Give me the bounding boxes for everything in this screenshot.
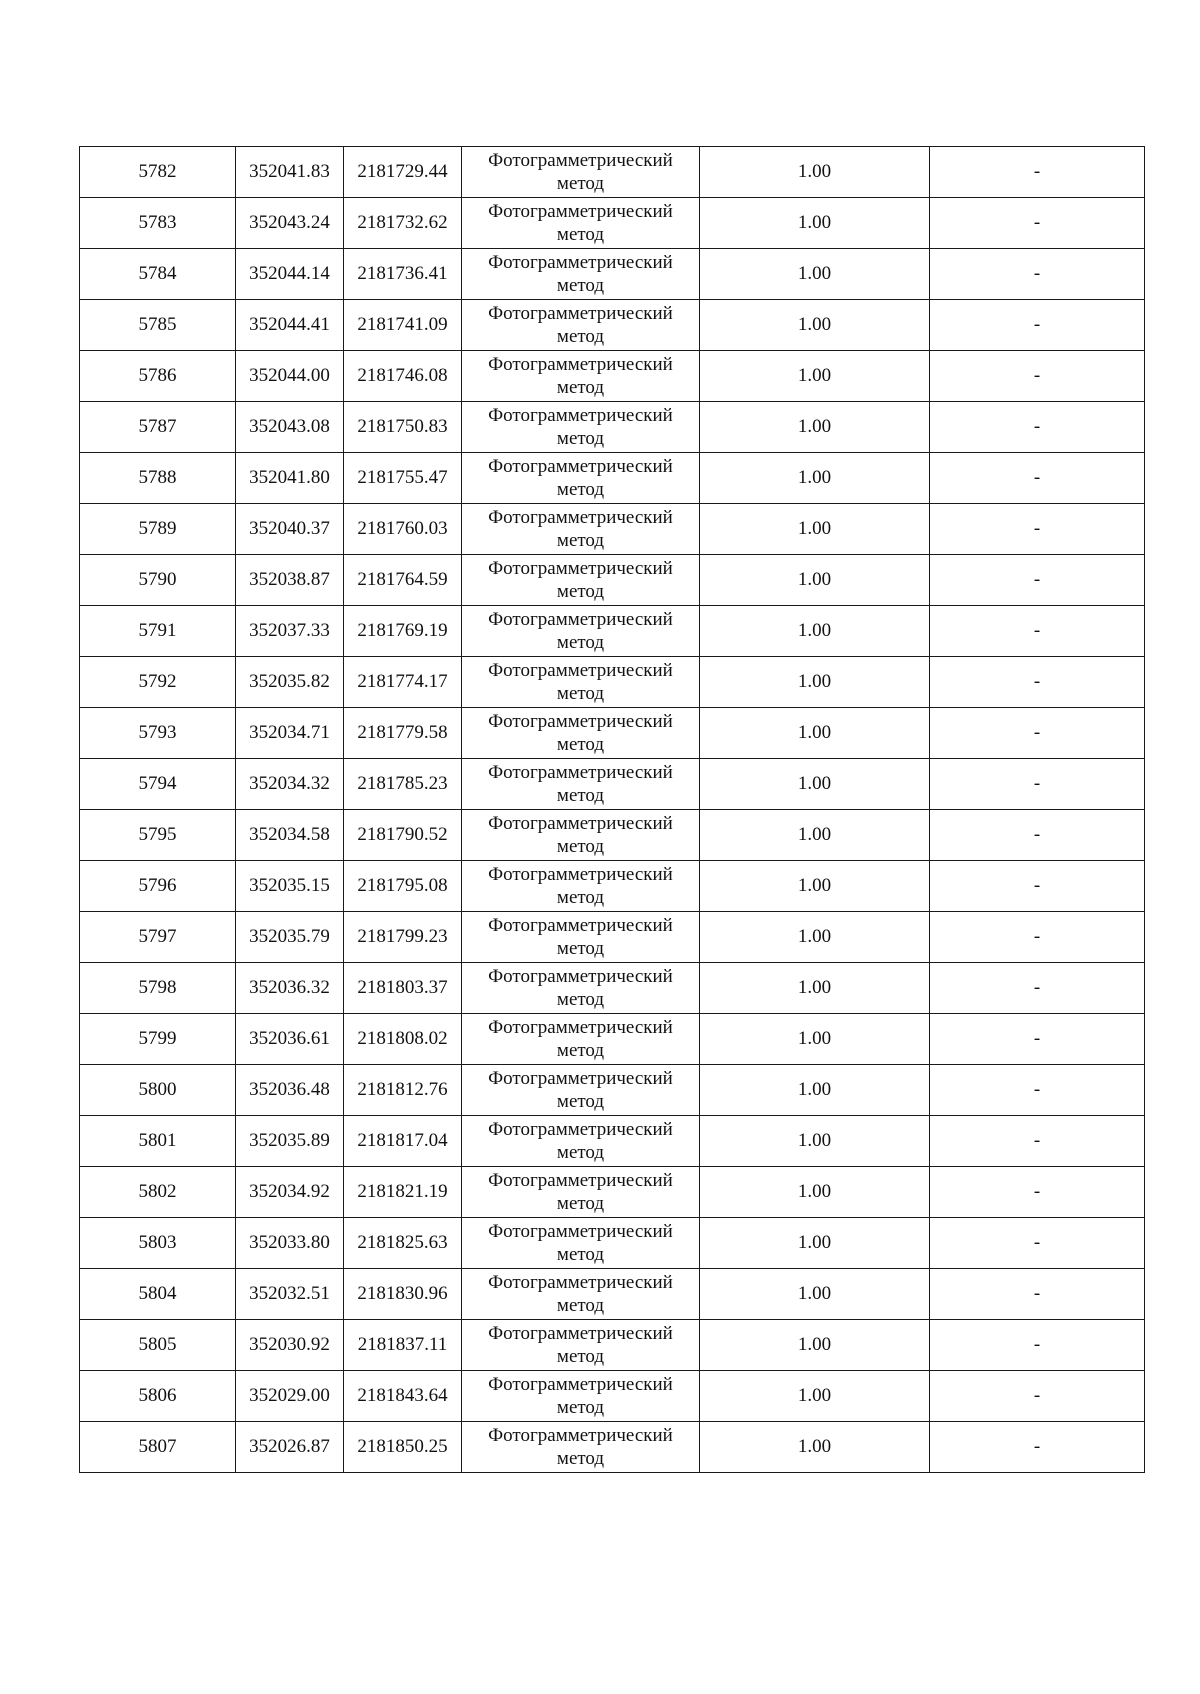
method-line-2: метод (556, 938, 605, 959)
table-row (80, 1269, 1145, 1320)
accuracy-cell: 1.00 (700, 759, 930, 810)
note-cell: - (930, 249, 1145, 300)
method-line-2: метод (556, 1244, 605, 1265)
x-coordinate-cell: 352038.87 (236, 555, 344, 606)
method-cell (462, 1167, 700, 1218)
method-cell (462, 1116, 700, 1167)
method-cell (462, 1422, 700, 1473)
method-line-1: Фотограмметрический (488, 915, 673, 936)
point-number-cell: 5791 (80, 606, 236, 657)
table-row (80, 249, 1145, 300)
note-cell: - (930, 861, 1145, 912)
coordinates-table (79, 146, 1145, 1473)
method-cell (462, 912, 700, 963)
method-line-1: Фотограмметрический (488, 711, 673, 732)
method-cell (462, 1269, 700, 1320)
accuracy-cell: 1.00 (700, 453, 930, 504)
note-cell: - (930, 657, 1145, 708)
method-cell (462, 198, 700, 249)
y-coordinate-cell: 2181790.52 (344, 810, 462, 861)
coordinates-table-body (80, 147, 1145, 1473)
y-coordinate-cell: 2181825.63 (344, 1218, 462, 1269)
note-cell: - (930, 1422, 1145, 1473)
method-line-1: Фотограмметрический (488, 1017, 673, 1038)
accuracy-cell: 1.00 (700, 1269, 930, 1320)
x-coordinate-cell: 352033.80 (236, 1218, 344, 1269)
y-coordinate-cell: 2181830.96 (344, 1269, 462, 1320)
y-coordinate-cell: 2181769.19 (344, 606, 462, 657)
method-line-2: метод (556, 785, 605, 806)
note-cell: - (930, 555, 1145, 606)
y-coordinate-cell: 2181821.19 (344, 1167, 462, 1218)
accuracy-cell: 1.00 (700, 555, 930, 606)
method-line-1: Фотограмметрический (488, 1170, 673, 1191)
method-cell (462, 147, 700, 198)
x-coordinate-cell: 352040.37 (236, 504, 344, 555)
table-row (80, 1167, 1145, 1218)
table-row (80, 708, 1145, 759)
note-cell: - (930, 963, 1145, 1014)
method-line-1: Фотограмметрический (488, 354, 673, 375)
table-row (80, 606, 1145, 657)
method-line-2: метод (556, 734, 605, 755)
x-coordinate-cell: 352035.79 (236, 912, 344, 963)
note-cell: - (930, 1065, 1145, 1116)
method-line-2: метод (556, 989, 605, 1010)
x-coordinate-cell: 352041.80 (236, 453, 344, 504)
y-coordinate-cell: 2181799.23 (344, 912, 462, 963)
table-row (80, 300, 1145, 351)
table-row (80, 402, 1145, 453)
method-line-1: Фотограмметрический (488, 405, 673, 426)
table-row (80, 1320, 1145, 1371)
accuracy-cell: 1.00 (700, 1065, 930, 1116)
point-number-cell: 5793 (80, 708, 236, 759)
point-number-cell: 5804 (80, 1269, 236, 1320)
y-coordinate-cell: 2181808.02 (344, 1014, 462, 1065)
method-cell (462, 963, 700, 1014)
x-coordinate-cell: 352034.92 (236, 1167, 344, 1218)
accuracy-cell: 1.00 (700, 657, 930, 708)
method-line-1: Фотограмметрический (488, 456, 673, 477)
point-number-cell: 5784 (80, 249, 236, 300)
x-coordinate-cell: 352034.32 (236, 759, 344, 810)
method-line-2: метод (556, 1295, 605, 1316)
method-cell (462, 249, 700, 300)
table-row (80, 810, 1145, 861)
note-cell: - (930, 1116, 1145, 1167)
accuracy-cell: 1.00 (700, 351, 930, 402)
table-row (80, 555, 1145, 606)
method-line-2: метод (556, 479, 605, 500)
y-coordinate-cell: 2181850.25 (344, 1422, 462, 1473)
note-cell: - (930, 351, 1145, 402)
x-coordinate-cell: 352041.83 (236, 147, 344, 198)
table-row (80, 963, 1145, 1014)
note-cell: - (930, 300, 1145, 351)
accuracy-cell: 1.00 (700, 1014, 930, 1065)
accuracy-cell: 1.00 (700, 1371, 930, 1422)
point-number-cell: 5788 (80, 453, 236, 504)
accuracy-cell: 1.00 (700, 147, 930, 198)
method-line-2: метод (556, 428, 605, 449)
point-number-cell: 5782 (80, 147, 236, 198)
method-line-1: Фотограмметрический (488, 303, 673, 324)
point-number-cell: 5799 (80, 1014, 236, 1065)
method-line-2: метод (556, 1448, 605, 1469)
table-row (80, 1116, 1145, 1167)
point-number-cell: 5798 (80, 963, 236, 1014)
accuracy-cell: 1.00 (700, 708, 930, 759)
y-coordinate-cell: 2181843.64 (344, 1371, 462, 1422)
accuracy-cell: 1.00 (700, 963, 930, 1014)
method-line-2: метод (556, 530, 605, 551)
table-row (80, 1218, 1145, 1269)
method-line-2: метод (556, 326, 605, 347)
method-line-1: Фотограмметрический (488, 813, 673, 834)
note-cell: - (930, 759, 1145, 810)
point-number-cell: 5785 (80, 300, 236, 351)
accuracy-cell: 1.00 (700, 810, 930, 861)
table-row (80, 1014, 1145, 1065)
table-row (80, 504, 1145, 555)
method-line-1: Фотограмметрический (488, 1323, 673, 1344)
method-line-2: метод (556, 1193, 605, 1214)
method-line-1: Фотограмметрический (488, 864, 673, 885)
method-cell (462, 861, 700, 912)
table-row (80, 861, 1145, 912)
y-coordinate-cell: 2181746.08 (344, 351, 462, 402)
method-line-1: Фотограмметрический (488, 150, 673, 171)
accuracy-cell: 1.00 (700, 861, 930, 912)
note-cell: - (930, 1269, 1145, 1320)
accuracy-cell: 1.00 (700, 402, 930, 453)
method-line-1: Фотограмметрический (488, 609, 673, 630)
point-number-cell: 5795 (80, 810, 236, 861)
method-line-1: Фотограмметрический (488, 1221, 673, 1242)
table-row (80, 453, 1145, 504)
x-coordinate-cell: 352036.48 (236, 1065, 344, 1116)
method-cell (462, 1218, 700, 1269)
note-cell: - (930, 198, 1145, 249)
x-coordinate-cell: 352044.41 (236, 300, 344, 351)
table-row (80, 657, 1145, 708)
point-number-cell: 5800 (80, 1065, 236, 1116)
accuracy-cell: 1.00 (700, 1167, 930, 1218)
x-coordinate-cell: 352044.14 (236, 249, 344, 300)
x-coordinate-cell: 352034.71 (236, 708, 344, 759)
method-line-1: Фотограмметрический (488, 1374, 673, 1395)
y-coordinate-cell: 2181760.03 (344, 504, 462, 555)
y-coordinate-cell: 2181729.44 (344, 147, 462, 198)
x-coordinate-cell: 352037.33 (236, 606, 344, 657)
method-line-2: метод (556, 1346, 605, 1367)
method-cell (462, 555, 700, 606)
table-row (80, 198, 1145, 249)
note-cell: - (930, 810, 1145, 861)
method-line-1: Фотограмметрический (488, 507, 673, 528)
method-line-2: метод (556, 1040, 605, 1061)
point-number-cell: 5796 (80, 861, 236, 912)
method-cell (462, 1371, 700, 1422)
y-coordinate-cell: 2181732.62 (344, 198, 462, 249)
table-row (80, 1065, 1145, 1116)
method-line-1: Фотограмметрический (488, 201, 673, 222)
method-cell (462, 759, 700, 810)
method-line-2: метод (556, 836, 605, 857)
method-line-2: метод (556, 632, 605, 653)
method-line-1: Фотограмметрический (488, 1272, 673, 1293)
table-row (80, 147, 1145, 198)
method-line-2: метод (556, 1142, 605, 1163)
method-line-1: Фотограмметрический (488, 252, 673, 273)
method-cell (462, 1320, 700, 1371)
accuracy-cell: 1.00 (700, 1116, 930, 1167)
y-coordinate-cell: 2181750.83 (344, 402, 462, 453)
method-cell (462, 1065, 700, 1116)
accuracy-cell: 1.00 (700, 249, 930, 300)
y-coordinate-cell: 2181837.11 (344, 1320, 462, 1371)
point-number-cell: 5802 (80, 1167, 236, 1218)
point-number-cell: 5801 (80, 1116, 236, 1167)
method-line-2: метод (556, 275, 605, 296)
point-number-cell: 5786 (80, 351, 236, 402)
accuracy-cell: 1.00 (700, 198, 930, 249)
y-coordinate-cell: 2181812.76 (344, 1065, 462, 1116)
method-line-1: Фотограмметрический (488, 762, 673, 783)
table-row (80, 1422, 1145, 1473)
method-line-2: метод (556, 377, 605, 398)
note-cell: - (930, 1320, 1145, 1371)
method-cell (462, 810, 700, 861)
y-coordinate-cell: 2181764.59 (344, 555, 462, 606)
accuracy-cell: 1.00 (700, 606, 930, 657)
x-coordinate-cell: 352029.00 (236, 1371, 344, 1422)
note-cell: - (930, 1014, 1145, 1065)
x-coordinate-cell: 352035.82 (236, 657, 344, 708)
point-number-cell: 5789 (80, 504, 236, 555)
x-coordinate-cell: 352044.00 (236, 351, 344, 402)
x-coordinate-cell: 352035.89 (236, 1116, 344, 1167)
x-coordinate-cell: 352035.15 (236, 861, 344, 912)
point-number-cell: 5803 (80, 1218, 236, 1269)
point-number-cell: 5783 (80, 198, 236, 249)
method-cell (462, 453, 700, 504)
method-line-1: Фотограмметрический (488, 1425, 673, 1446)
method-line-2: метод (556, 1397, 605, 1418)
method-line-2: метод (556, 173, 605, 194)
method-cell (462, 657, 700, 708)
x-coordinate-cell: 352036.32 (236, 963, 344, 1014)
x-coordinate-cell: 352032.51 (236, 1269, 344, 1320)
y-coordinate-cell: 2181755.47 (344, 453, 462, 504)
y-coordinate-cell: 2181785.23 (344, 759, 462, 810)
y-coordinate-cell: 2181774.17 (344, 657, 462, 708)
note-cell: - (930, 147, 1145, 198)
y-coordinate-cell: 2181817.04 (344, 1116, 462, 1167)
y-coordinate-cell: 2181741.09 (344, 300, 462, 351)
note-cell: - (930, 606, 1145, 657)
method-line-1: Фотограмметрический (488, 966, 673, 987)
point-number-cell: 5787 (80, 402, 236, 453)
method-cell (462, 300, 700, 351)
x-coordinate-cell: 352043.24 (236, 198, 344, 249)
accuracy-cell: 1.00 (700, 1320, 930, 1371)
method-line-1: Фотограмметрический (488, 1119, 673, 1140)
method-line-1: Фотограмметрический (488, 558, 673, 579)
point-number-cell: 5806 (80, 1371, 236, 1422)
x-coordinate-cell: 352026.87 (236, 1422, 344, 1473)
method-line-1: Фотограмметрический (488, 660, 673, 681)
y-coordinate-cell: 2181779.58 (344, 708, 462, 759)
method-cell (462, 1014, 700, 1065)
method-cell (462, 402, 700, 453)
table-row (80, 759, 1145, 810)
note-cell: - (930, 1167, 1145, 1218)
note-cell: - (930, 912, 1145, 963)
point-number-cell: 5792 (80, 657, 236, 708)
point-number-cell: 5797 (80, 912, 236, 963)
x-coordinate-cell: 352043.08 (236, 402, 344, 453)
point-number-cell: 5794 (80, 759, 236, 810)
x-coordinate-cell: 352036.61 (236, 1014, 344, 1065)
method-line-2: метод (556, 581, 605, 602)
y-coordinate-cell: 2181795.08 (344, 861, 462, 912)
point-number-cell: 5807 (80, 1422, 236, 1473)
accuracy-cell: 1.00 (700, 912, 930, 963)
method-cell (462, 351, 700, 402)
method-cell (462, 504, 700, 555)
accuracy-cell: 1.00 (700, 1422, 930, 1473)
accuracy-cell: 1.00 (700, 300, 930, 351)
accuracy-cell: 1.00 (700, 1218, 930, 1269)
note-cell: - (930, 504, 1145, 555)
accuracy-cell: 1.00 (700, 504, 930, 555)
table-row (80, 912, 1145, 963)
method-cell (462, 606, 700, 657)
method-cell (462, 708, 700, 759)
y-coordinate-cell: 2181803.37 (344, 963, 462, 1014)
point-number-cell: 5805 (80, 1320, 236, 1371)
x-coordinate-cell: 352030.92 (236, 1320, 344, 1371)
note-cell: - (930, 453, 1145, 504)
x-coordinate-cell: 352034.58 (236, 810, 344, 861)
method-line-2: метод (556, 887, 605, 908)
method-line-2: метод (556, 683, 605, 704)
table-row (80, 1371, 1145, 1422)
y-coordinate-cell: 2181736.41 (344, 249, 462, 300)
method-line-1: Фотограмметрический (488, 1068, 673, 1089)
point-number-cell: 5790 (80, 555, 236, 606)
table-row (80, 351, 1145, 402)
note-cell: - (930, 402, 1145, 453)
method-line-2: метод (556, 1091, 605, 1112)
note-cell: - (930, 708, 1145, 759)
method-line-2: метод (556, 224, 605, 245)
note-cell: - (930, 1218, 1145, 1269)
note-cell: - (930, 1371, 1145, 1422)
